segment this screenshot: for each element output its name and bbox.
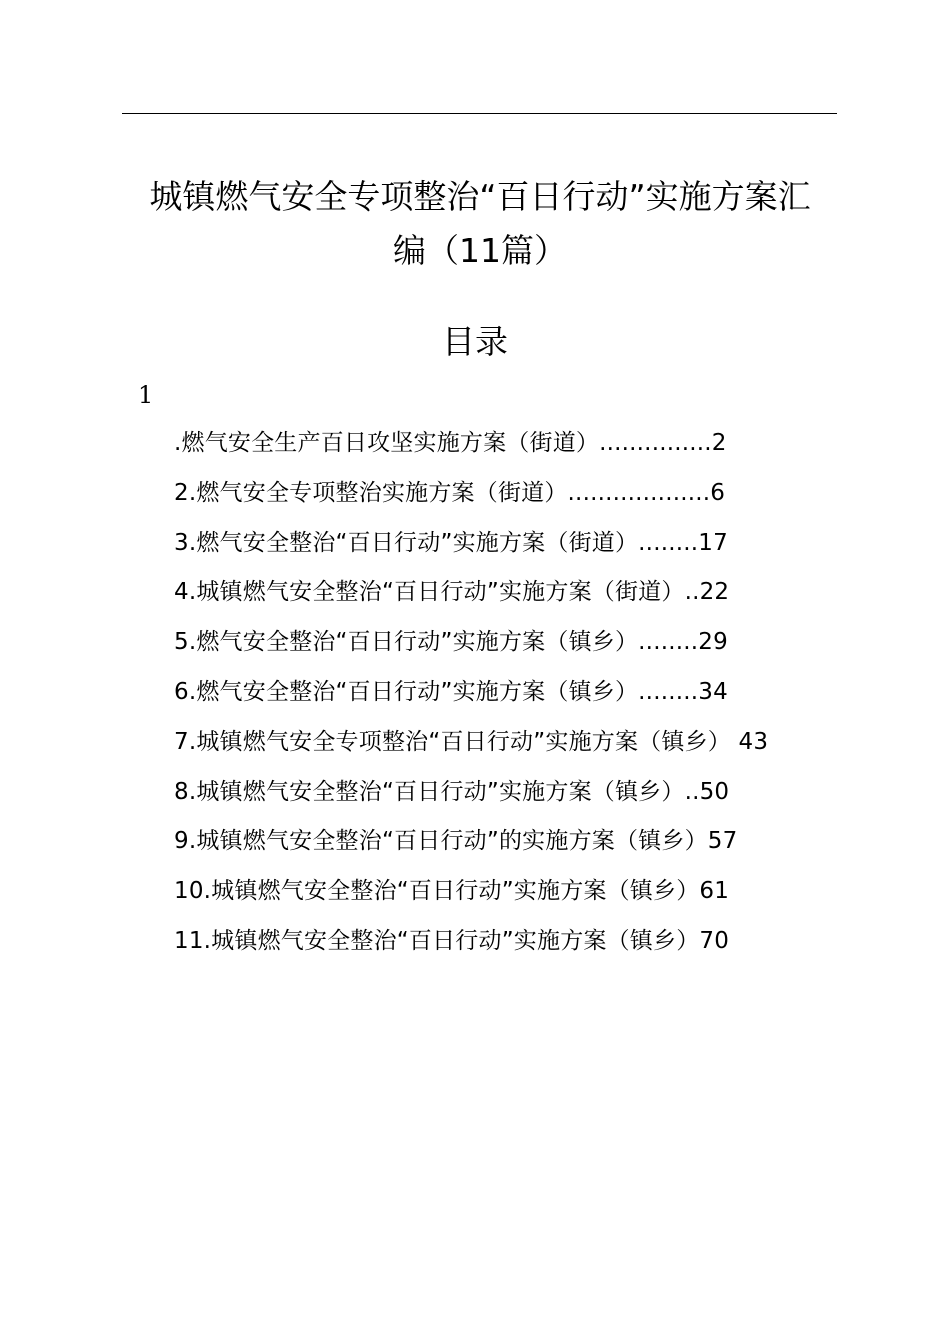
- document-title-line-1: 城镇燃气安全专项整治“百日行动”实施方案汇: [149, 177, 811, 216]
- toc-entry-3[interactable]: 3.燃气安全整治“百日行动”实施方案（街道）........17: [174, 529, 728, 556]
- toc-entry-5[interactable]: 5.燃气安全整治“百日行动”实施方案（镇乡）........29: [174, 629, 728, 656]
- toc-heading: 目录: [442, 322, 508, 361]
- toc-entry-10[interactable]: 10.城镇燃气安全整治“百日行动”实施方案（镇乡）61: [174, 878, 730, 905]
- toc-entry-2[interactable]: 2.燃气安全专项整治实施方案（街道）...................6: [174, 479, 726, 506]
- toc-entry-9[interactable]: 9.城镇燃气安全整治“百日行动”的实施方案（镇乡）57: [174, 828, 738, 855]
- toc-entry-11[interactable]: 11.城镇燃气安全整治“百日行动”实施方案（镇乡）70: [174, 927, 730, 954]
- toc-entry-8[interactable]: 8.城镇燃气安全整治“百日行动”实施方案（镇乡）..50: [174, 778, 730, 805]
- toc-entry-1[interactable]: .燃气安全生产百日攻坚实施方案（街道）...............2: [174, 430, 727, 456]
- toc-entry-6[interactable]: 6.燃气安全整治“百日行动”实施方案（镇乡）........34: [174, 678, 728, 705]
- table-of-contents: [174, 425, 854, 973]
- document-title: [110, 170, 850, 278]
- list-number-marker: 1: [138, 381, 154, 409]
- document-title-line-2: 编（11篇）: [393, 231, 567, 270]
- toc-entry-7[interactable]: 7.城镇燃气安全专项整治“百日行动”实施方案（镇乡） 43: [174, 728, 769, 755]
- toc-entry-4[interactable]: 4.城镇燃气安全整治“百日行动”实施方案（街道）..22: [174, 579, 730, 606]
- header-rule: [122, 113, 837, 114]
